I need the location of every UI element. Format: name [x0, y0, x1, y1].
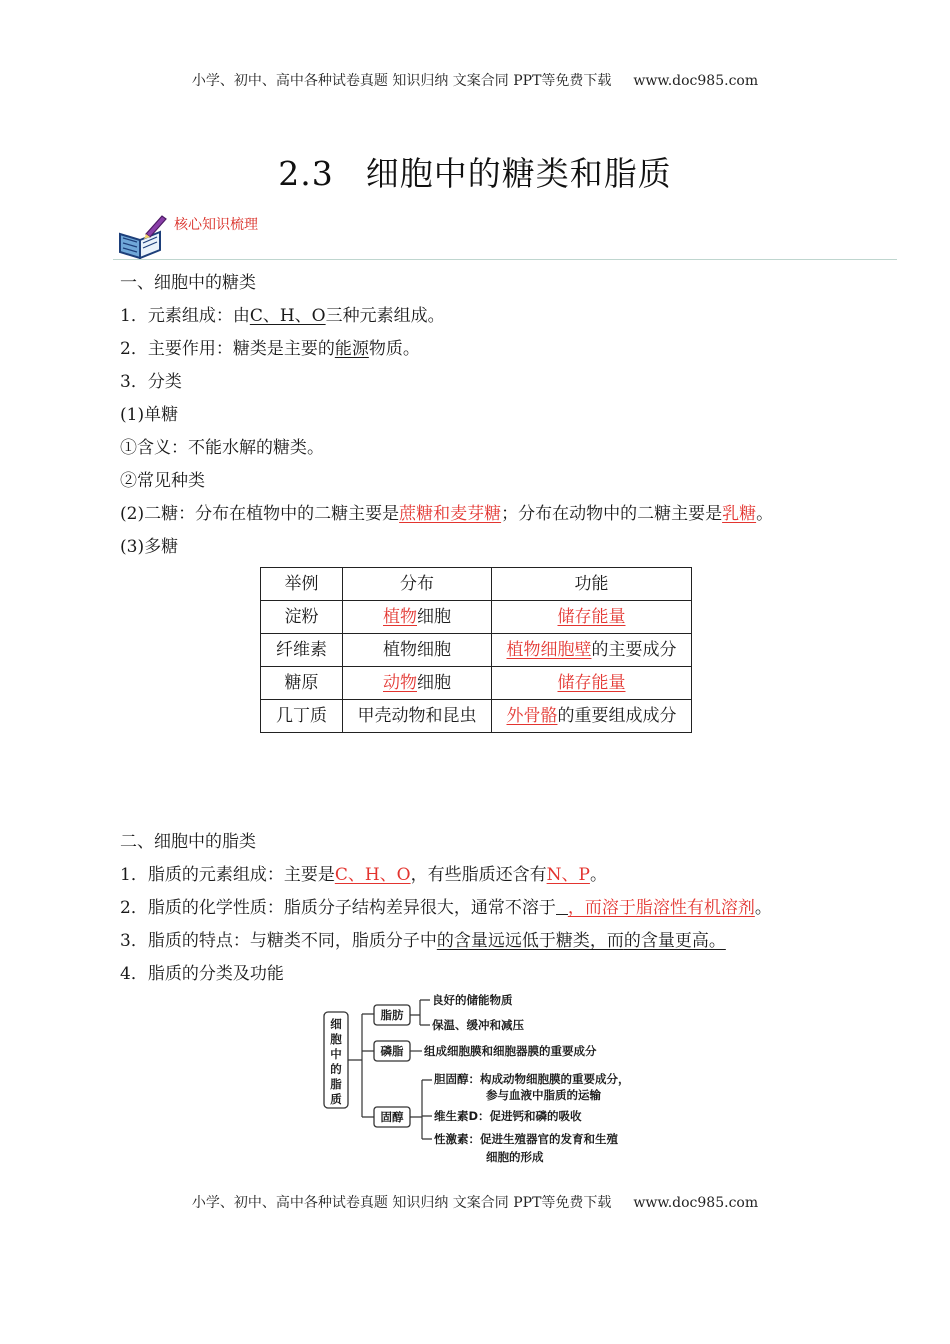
sterol-cholesterol: 胆固醇：构成动物细胞膜的重要成分， [434, 1072, 630, 1086]
section-divider [113, 259, 897, 260]
sugar-heading: 一、细胞中的糖类 [120, 273, 256, 293]
polysaccharide-table [260, 567, 692, 733]
lipid-line-1: 1．脂质的元素组成：主要是C、H、O，有些脂质还含有N、P。 [120, 865, 607, 885]
table-cell: 植物细胞壁的主要成分 [492, 634, 692, 667]
title-number: 2.3 [278, 154, 334, 193]
diagram-root-char: 脂 [330, 1077, 342, 1091]
table-cell: 几丁质 [261, 700, 343, 733]
sugar-line-6: ②常见种类 [120, 471, 205, 491]
answer-lipid-elements: C、H、O [334, 865, 411, 885]
table-cell: 甲壳动物和昆虫 [343, 700, 492, 733]
footer-site[interactable]: www.doc985.com [633, 1195, 759, 1211]
section-badge-label: 核心知识梳理 [174, 217, 258, 233]
open-book-icon [116, 212, 168, 262]
diagram-root-char: 胞 [330, 1032, 342, 1046]
fat-bracket [410, 1000, 430, 1025]
table-row [261, 634, 692, 667]
lipid-classification-diagram [318, 992, 660, 1170]
lipid-line-2: 2．脂质的化学性质：脂质分子结构差异很大，通常不溶于 ，而溶于脂溶性有机溶剂。 [120, 898, 772, 918]
sterol-cholesterol: 参与血液中脂质的运输 [486, 1088, 601, 1102]
answer-plant-disaccharide: 蔗糖和麦芽糖 [399, 504, 502, 524]
table-cell: 淀粉 [261, 601, 343, 634]
sterol-bracket [410, 1080, 432, 1139]
table-cell: 储存能量 [492, 667, 692, 700]
sugar-line-7: (2)二糖：分布在植物中的二糖主要是蔗糖和麦芽糖；分布在动物中的二糖主要是乳糖。 [120, 504, 774, 524]
sugar-line-5: ①含义：不能水解的糖类。 [120, 438, 324, 458]
table-cell: 糖原 [261, 667, 343, 700]
blank-underline [556, 898, 568, 915]
diagram-root-char: 质 [330, 1092, 342, 1106]
diagram-root-char: 中 [330, 1047, 342, 1061]
answer-elements: C、H、O [249, 306, 326, 326]
sterol-label: 固醇 [380, 1110, 404, 1124]
phospholipid-item: 组成细胞膜和细胞器膜的重要成分 [424, 1044, 597, 1058]
lipid-line-3: 3．脂质的特点：与糖类不同，脂质分子中的含量远远低于糖类，而的含量更高。 [120, 931, 726, 951]
lipid-heading: 二、细胞中的脂类 [120, 832, 256, 852]
table-cell: 植物细胞 [343, 601, 492, 634]
fat-item: 良好的储能物质 [432, 993, 513, 1007]
table-header-cell: 功能 [492, 568, 692, 601]
header-text: 小学、初中、高中各种试卷真题 知识归纳 文案合同 PPT等免费下载 [191, 73, 612, 89]
sugar-line-4: (1)单糖 [120, 405, 179, 425]
sterol-vitamin-d: 维生素D：促进钙和磷的吸收 [434, 1109, 582, 1123]
header-site[interactable]: www.doc985.com [633, 73, 759, 89]
title-text: 细胞中的糖类和脂质 [365, 154, 672, 193]
diagram-root-bracket [348, 1014, 374, 1117]
page-title [0, 148, 950, 195]
table-cell: 纤维素 [261, 634, 343, 667]
answer-animal-disaccharide: 乳糖 [722, 504, 757, 524]
table-header-cell: 举例 [261, 568, 343, 601]
table-row [261, 700, 692, 733]
sugar-line-1: 1．元素组成：由C、H、O三种元素组成。 [120, 306, 445, 326]
sugar-line-2: 2．主要作用：糖类是主要的能源物质。 [120, 339, 420, 359]
table-cell: 动物细胞 [343, 667, 492, 700]
sugar-line-3: 3．分类 [120, 372, 182, 392]
table-header-cell: 分布 [343, 568, 492, 601]
table-cell: 植物细胞 [343, 634, 492, 667]
table-cell: 外骨骼的重要组成成分 [492, 700, 692, 733]
answer-solubility: ，而溶于脂溶性有机溶剂 [567, 898, 755, 918]
fat-label: 脂肪 [380, 1008, 404, 1022]
table-cell: 储存能量 [492, 601, 692, 634]
lipid-line-4: 4．脂质的分类及功能 [120, 964, 284, 984]
fat-item: 保温、缓冲和减压 [432, 1018, 524, 1032]
table-row [261, 601, 692, 634]
sterol-sex-hormone: 细胞的形成 [486, 1150, 544, 1164]
footer-text: 小学、初中、高中各种试卷真题 知识归纳 文案合同 PPT等免费下载 [191, 1195, 612, 1211]
diagram-root-char: 细 [330, 1017, 342, 1031]
phospholipid-label: 磷脂 [380, 1044, 404, 1058]
diagram-root-char: 的 [330, 1062, 342, 1076]
answer-extra-elements: N、P [546, 865, 590, 885]
table-header-row [261, 568, 692, 601]
page-header [0, 70, 950, 90]
sugar-line-8: (3)多糖 [120, 537, 179, 557]
sterol-sex-hormone: 性激素：促进生殖器官的发育和生殖 [434, 1132, 618, 1146]
page-footer [0, 1192, 950, 1212]
table-row [261, 667, 692, 700]
answer-energy: 能源 [334, 339, 369, 359]
